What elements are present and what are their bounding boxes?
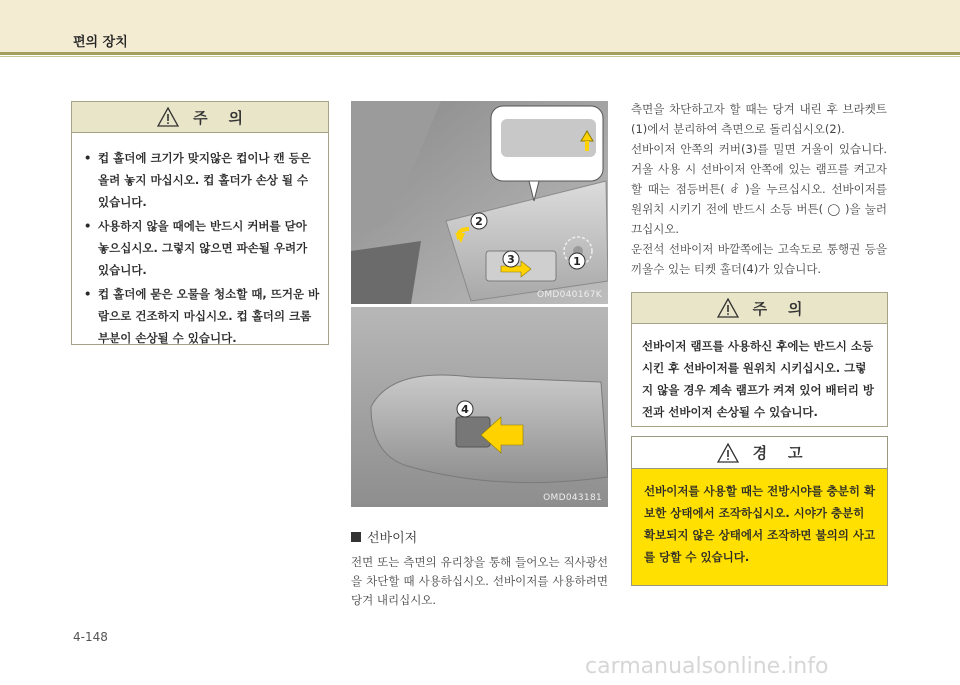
caution-item: • 사용하지 않을 때에는 반드시 커버를 닫아 놓으십시오. 그렇지 않으면 파손될 우려가 있습니다.	[84, 215, 320, 281]
caution-box-visor-lamp	[631, 292, 888, 427]
sun-visor-illustration	[351, 101, 608, 304]
chapter-title: 편의 장치	[73, 35, 128, 50]
caution-box-header	[72, 102, 328, 133]
caution-body: 선바이저 램프를 사용하신 후에는 반드시 소등시킨 후 선바이저를 원위치 시키십시오. 그렇지 않을 경우 계속 램프가 켜져 있어 배터리 방전과 선바이저 손상될 수 있습니다.	[642, 339, 874, 419]
header-rule	[0, 52, 960, 55]
caution-item: • 컵 홀더에 크기가 맞지않은 컵이나 캔 등은 올려 놓지 마십시오. 컵 홀더가 손상 될 수 있습니다.	[84, 147, 320, 213]
caution-box-cup-holder	[71, 101, 329, 345]
sun-visor-instructions	[631, 99, 887, 279]
warning-triangle-icon	[157, 107, 179, 127]
ticket-holder-photo	[351, 307, 608, 507]
figure-code: OMD040167K	[536, 290, 602, 300]
callout-4: 4	[461, 403, 469, 416]
ticket-holder-illustration	[351, 307, 608, 507]
warning-triangle-icon	[717, 443, 739, 463]
section-body-text: 전면 또는 측면의 유리창을 통해 들어오는 직사광선을 차단할 때 사용하십시오. 선바이저를 사용하려면 당겨 내리십시오.	[351, 555, 608, 607]
caution-heading: 주 의	[193, 108, 243, 127]
figure-code: OMD043181	[543, 493, 602, 503]
callout-2: 2	[475, 215, 483, 228]
header-band	[0, 0, 960, 52]
instruction-paragraph: 선바이저 안쪽의 커버(3)를 밀면 거울이 있습니다. 거울 사용 시 선바이저 안쪽에 있는 램프를 켜고자 할 때는 점등버튼( ꆀ )을 누르십시오. 선바이저를 원위치 시키기 전에 반드시 소등 버튼( ◯ )을 눌러 끄십시오.	[631, 142, 887, 236]
callout-3: 3	[507, 253, 515, 266]
warning-box-header	[632, 437, 887, 469]
warning-body: 선바이저를 사용할 때는 전방시야를 충분히 확보한 상태에서 조작하십시오. 시야가 충분히 확보되지 않은 상태에서 조작하면 불의의 사고를 당할 수 있습니다.	[644, 484, 876, 564]
section-heading	[351, 527, 417, 546]
header-rule-thin	[0, 56, 960, 57]
warning-triangle-icon	[717, 298, 739, 318]
caution-box-header	[632, 293, 887, 324]
watermark-text: carmanualsonline.info	[585, 654, 829, 679]
caution-list	[84, 147, 320, 349]
callout-1: 1	[573, 255, 581, 268]
instruction-paragraph: 측면을 차단하고자 할 때는 당겨 내린 후 브라켓트(1)에서 분리하여 측면으로 돌리십시오(2).	[631, 102, 887, 136]
square-bullet-icon	[351, 532, 361, 542]
sun-visor-mirror-photo	[351, 101, 608, 304]
page-number: 4-148	[73, 630, 108, 644]
instruction-paragraph: 운전석 선바이저 바깥쪽에는 고속도로 통행권 등을 끼울수 있는 티켓 홀더(4)가 있습니다.	[631, 242, 887, 276]
section-title-text: 선바이저	[367, 531, 418, 546]
warning-box-visibility	[631, 436, 888, 586]
caution-item: • 컵 홀더에 묻은 오물을 청소할 때, 뜨거운 바람으로 건조하지 마십시오. 컵 홀더의 크롬부분이 손상될 수 있습니다.	[84, 283, 320, 349]
warning-heading: 경 고	[752, 444, 803, 462]
caution-heading: 주 의	[752, 299, 803, 318]
